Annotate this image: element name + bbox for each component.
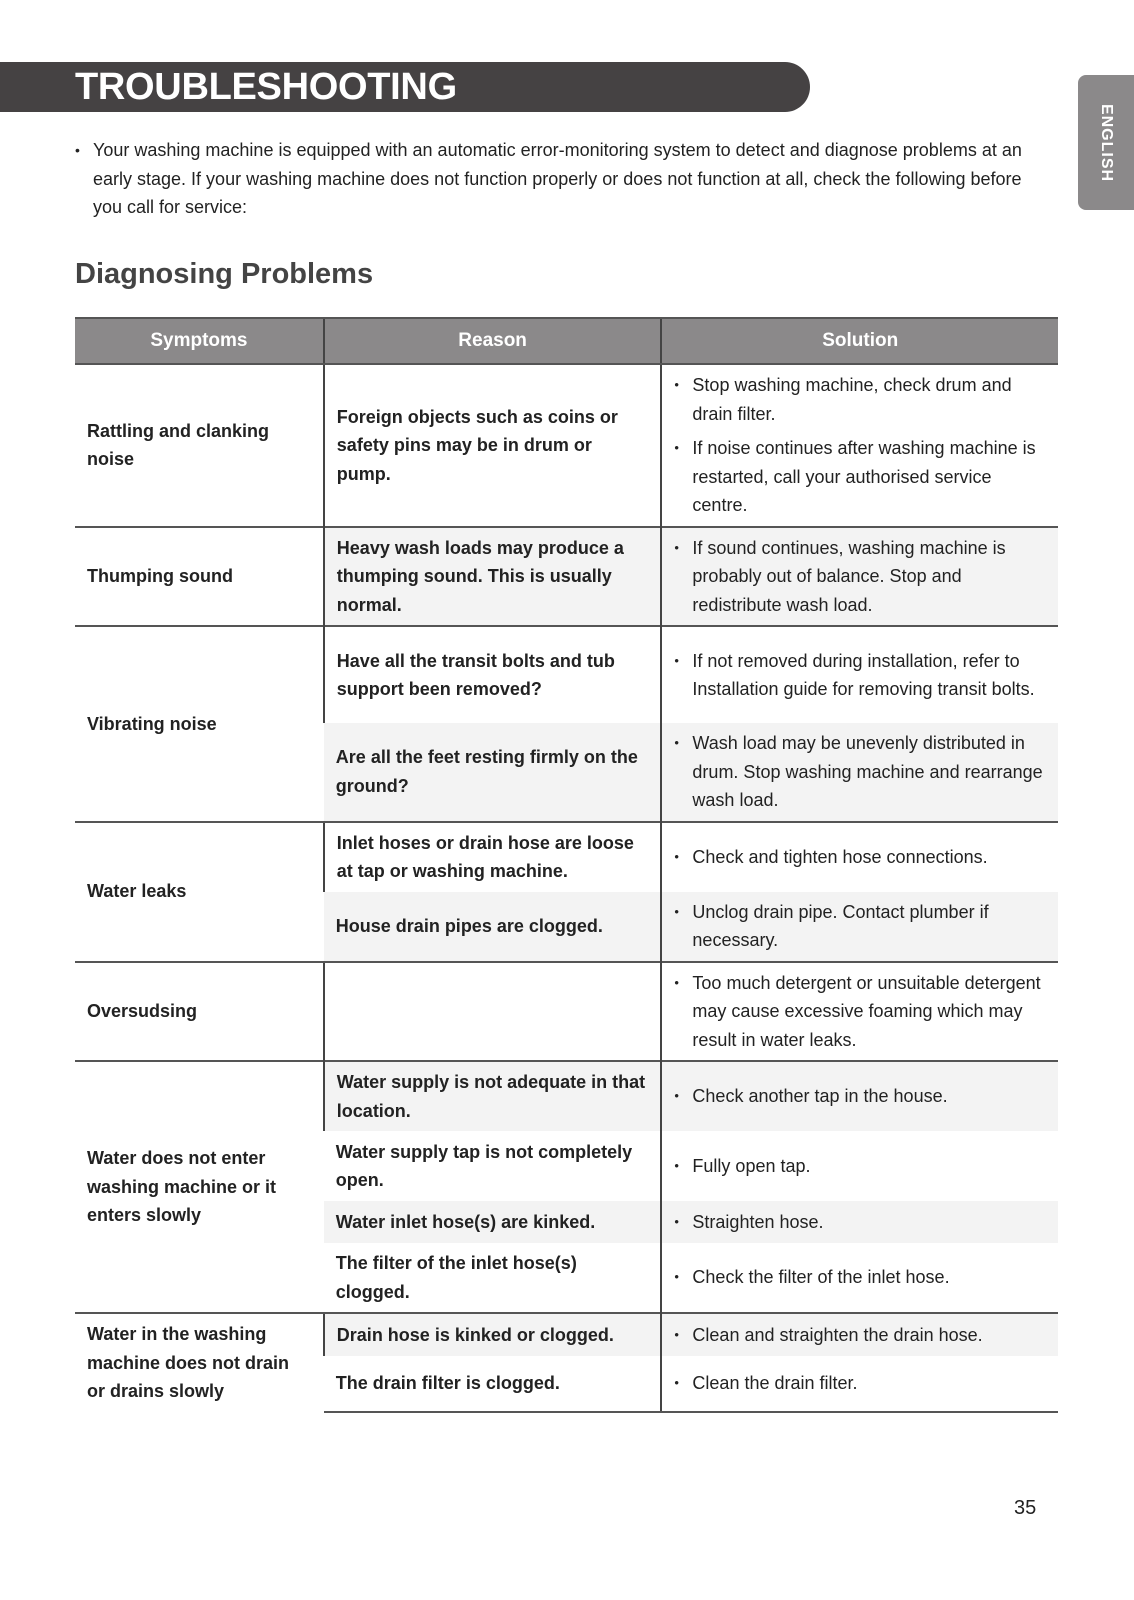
- solution-text: Too much detergent or unsuitable detergent may cause excessive foaming which may result in water leaks.: [692, 972, 1041, 1050]
- bullet-icon: •: [674, 1269, 679, 1285]
- solution-item: [674, 647, 1046, 704]
- reason-cell: Water supply tap is not completely open.: [335, 1141, 633, 1190]
- solution-item: [674, 1082, 1046, 1111]
- solution-text: Wash load may be unevenly distributed in drum. Stop washing machine and rearrange wash load.: [692, 733, 1043, 810]
- reason-cell: Water supply is not adequate in that location.: [324, 1061, 662, 1131]
- language-tab: [1078, 75, 1134, 210]
- solution-item: [674, 1208, 1046, 1237]
- table-row: [75, 1061, 1058, 1131]
- bullet-icon: •: [674, 1157, 679, 1173]
- section-banner: [0, 62, 810, 112]
- bullet-icon: •: [674, 539, 679, 555]
- bullet-icon: •: [75, 142, 80, 158]
- solution-item: [674, 898, 1046, 955]
- solution-text: Check and tighten hose connections.: [692, 846, 988, 867]
- solution-cell: [661, 1131, 1058, 1201]
- bullet-icon: •: [674, 848, 679, 864]
- header-symptoms: Symptoms: [75, 318, 324, 364]
- solution-text: Fully open tap.: [692, 1155, 811, 1176]
- symptom-cell: Thumping sound: [75, 527, 324, 627]
- solution-text: If sound continues, washing machine is probably out of balance. Stop and redistribute wash load.: [692, 537, 1006, 615]
- intro-paragraph: [75, 136, 1045, 222]
- solution-cell: [661, 822, 1058, 892]
- symptom-cell: Vibrating noise: [75, 626, 324, 822]
- symptom-cell: Rattling and clanking noise: [75, 364, 324, 527]
- solution-item: [674, 434, 1046, 520]
- symptom-cell: Water leaks: [75, 822, 324, 962]
- reason-cell: Have all the transit bolts and tub support been removed?: [324, 626, 662, 723]
- solution-cell: [661, 527, 1058, 627]
- solution-item: [674, 371, 1046, 428]
- bullet-icon: •: [674, 1326, 679, 1342]
- bullet-icon: •: [674, 1213, 679, 1229]
- solution-item: [674, 1369, 1046, 1398]
- solution-text: Clean the drain filter.: [692, 1373, 858, 1394]
- solution-cell: [661, 1313, 1058, 1356]
- diagnosis-table: [75, 317, 1058, 1413]
- table-row: [75, 962, 1058, 1062]
- bullet-icon: •: [674, 377, 679, 392]
- solution-cell: [661, 364, 1058, 527]
- table-row: [75, 527, 1058, 627]
- bullet-icon: •: [674, 903, 679, 919]
- solution-cell: [661, 962, 1058, 1062]
- solution-text: If not removed during installation, refer to Installation guide for removing transit bolts.: [692, 650, 1035, 699]
- bullet-icon: •: [674, 974, 679, 990]
- reason-cell: The drain filter is clogged.: [324, 1356, 662, 1412]
- solution-cell: [661, 723, 1058, 822]
- bullet-icon: •: [674, 1375, 679, 1391]
- language-tab-label: ENGLISH: [1098, 103, 1115, 182]
- bullet-icon: •: [674, 440, 679, 455]
- reason-cell: Heavy wash loads may produce a thumping sound. This is usually normal.: [324, 527, 662, 627]
- header-solution: Solution: [661, 318, 1058, 364]
- page-title: TROUBLESHOOTING: [75, 66, 457, 108]
- solution-text: Check another tap in the house.: [692, 1086, 948, 1107]
- symptom-cell: Water does not enter washing machine or it enters slowly: [75, 1061, 324, 1313]
- symptom-cell: Oversudsing: [75, 962, 324, 1062]
- solution-item: [674, 1321, 1046, 1350]
- solution-item: [674, 1152, 1046, 1181]
- section-title: Diagnosing Problems: [75, 258, 374, 290]
- solution-cell: [661, 1356, 1058, 1412]
- symptom-cell: Water in the washing machine does not drain or drains slowly: [75, 1313, 324, 1412]
- solution-text: Unclog drain pipe. Contact plumber if necessary.: [692, 901, 989, 950]
- solution-item: [674, 843, 1046, 872]
- reason-cell: Drain hose is kinked or clogged.: [324, 1313, 662, 1356]
- solution-item: [674, 969, 1046, 1055]
- reason-cell: Water inlet hose(s) are kinked.: [335, 1211, 596, 1232]
- solution-cell: [661, 1061, 1058, 1131]
- header-reason: Reason: [324, 318, 662, 364]
- solution-item: [674, 534, 1046, 620]
- solution-item: [674, 729, 1046, 815]
- reason-cell: [324, 962, 662, 1062]
- reason-cell: Foreign objects such as coins or safety pins may be in drum or pump.: [324, 364, 662, 527]
- solution-text: Stop washing machine, check drum and drain filter.: [692, 375, 1012, 424]
- solution-cell: [661, 1243, 1058, 1313]
- solution-text: Straighten hose.: [692, 1211, 824, 1232]
- bullet-icon: •: [674, 1088, 679, 1104]
- solution-cell: [661, 892, 1058, 962]
- bullet-icon: •: [674, 735, 679, 750]
- reason-cell: Inlet hoses or drain hose are loose at tap or washing machine.: [324, 822, 662, 892]
- table-row: [75, 626, 1058, 723]
- solution-cell: [661, 626, 1058, 723]
- table-header-row: [75, 318, 1058, 364]
- reason-cell: House drain pipes are clogged.: [335, 915, 603, 936]
- table-row: [75, 822, 1058, 892]
- page-number: 35: [1014, 1497, 1037, 1519]
- solution-text: Check the filter of the inlet hose.: [692, 1267, 950, 1288]
- intro-text: Your washing machine is equipped with an automatic error-monitoring system to detect and diagnose problems at an early stage. If your washing machine does not function properly or does not function at all, check the following before you call for service:: [93, 140, 1022, 217]
- solution-text: If noise continues after washing machine is restarted, call your authorised service centre.: [692, 438, 1036, 515]
- table-row: [75, 1313, 1058, 1356]
- solution-text: Clean and straighten the drain hose.: [692, 1324, 983, 1345]
- bullet-icon: •: [674, 652, 679, 668]
- reason-cell: The filter of the inlet hose(s) clogged.: [335, 1253, 577, 1302]
- solution-item: [674, 1263, 1046, 1292]
- table-row: [75, 364, 1058, 527]
- reason-cell: Are all the feet resting firmly on the ground?: [335, 747, 638, 796]
- solution-cell: [661, 1201, 1058, 1243]
